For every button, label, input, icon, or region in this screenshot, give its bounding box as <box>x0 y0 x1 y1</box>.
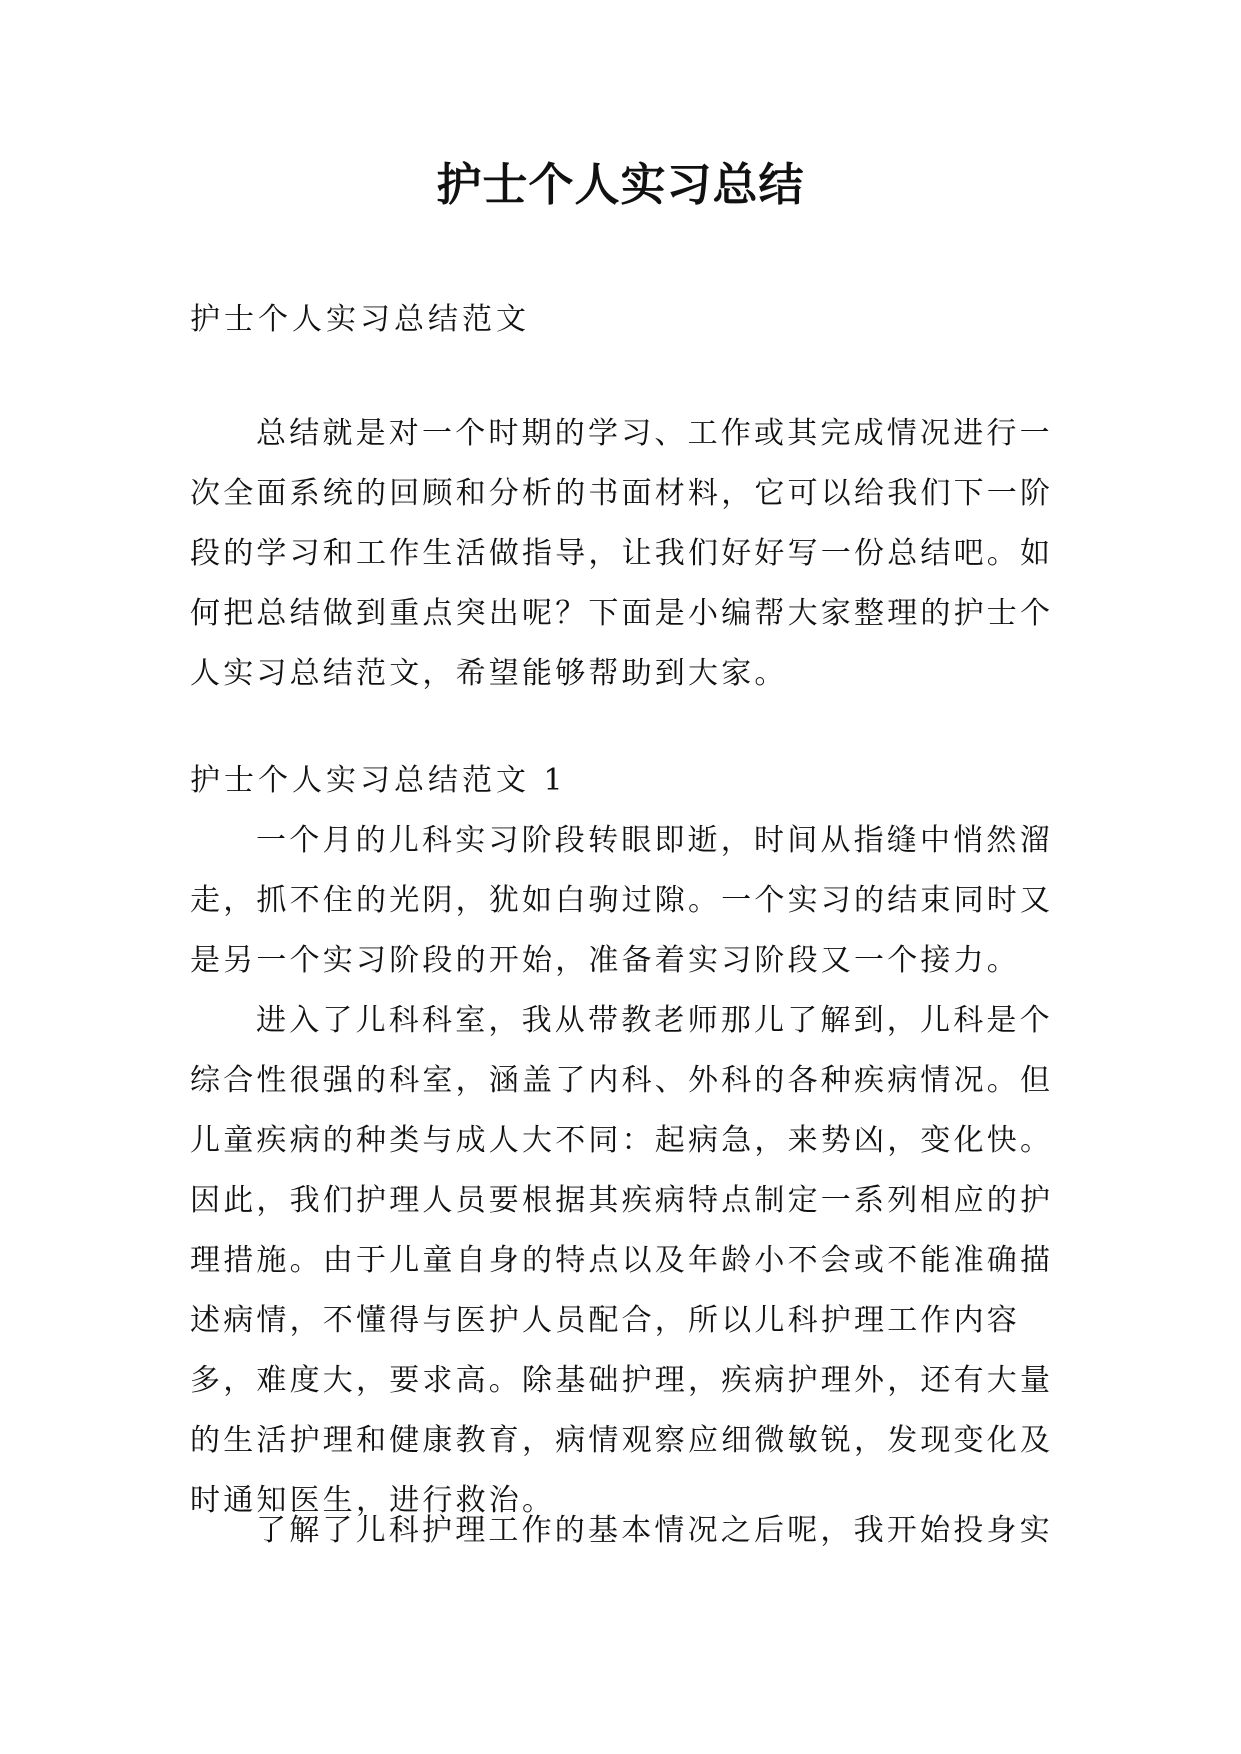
body-paragraph: 了解了儿科护理工作的基本情况之后呢，我开始投身实 <box>256 1513 1053 1548</box>
document-title: 护士个人实习总结 <box>436 158 805 211</box>
body-paragraph: 一个月的儿科实习阶段转眼即逝，时间从指缝中悄然溜走，抓不住的光阴，犹如白驹过隙。一个实习的结束同时又是另一个实习阶段的开始，准备着实习阶段又一个接力。 <box>190 823 1054 978</box>
intro-paragraph: 总结就是对一个时期的学习、工作或其完成情况进行一次全面系统的回顾和分析的书面材料，它可以给我们下一阶段的学习和工作生活做指导，让我们好好写一份总结吧。如何把总结做到重点突出呢？下面是小编帮大家整理的护士个人实习总结范文，希望能够帮助到大家。 <box>190 416 1054 691</box>
document-subtitle: 护士个人实习总结范文 <box>190 302 530 337</box>
body-paragraph: 进入了儿科科室，我从带教老师那儿了解到，儿科是个综合性很强的科室，涵盖了内科、外科的各种疾病情况。但儿童疾病的种类与成人大不同：起病急，来势凶，变化快。因此，我们护理人员要根据其疾病特点制定一系列相应的护理措施。由于儿童自身的特点以及年龄小不会或不能准确描述病情，不懂得与医护人员配合，所以儿科护理工作内容多，难度大，要求高。除基础护理，疾病护理外，还有大量的生活护理和健康教育，病情观察应细微敏锐，发现变化及时通知医生，进行救治。 <box>190 1003 1054 1518</box>
section-heading: 护士个人实习总结范文 1 <box>190 763 567 798</box>
